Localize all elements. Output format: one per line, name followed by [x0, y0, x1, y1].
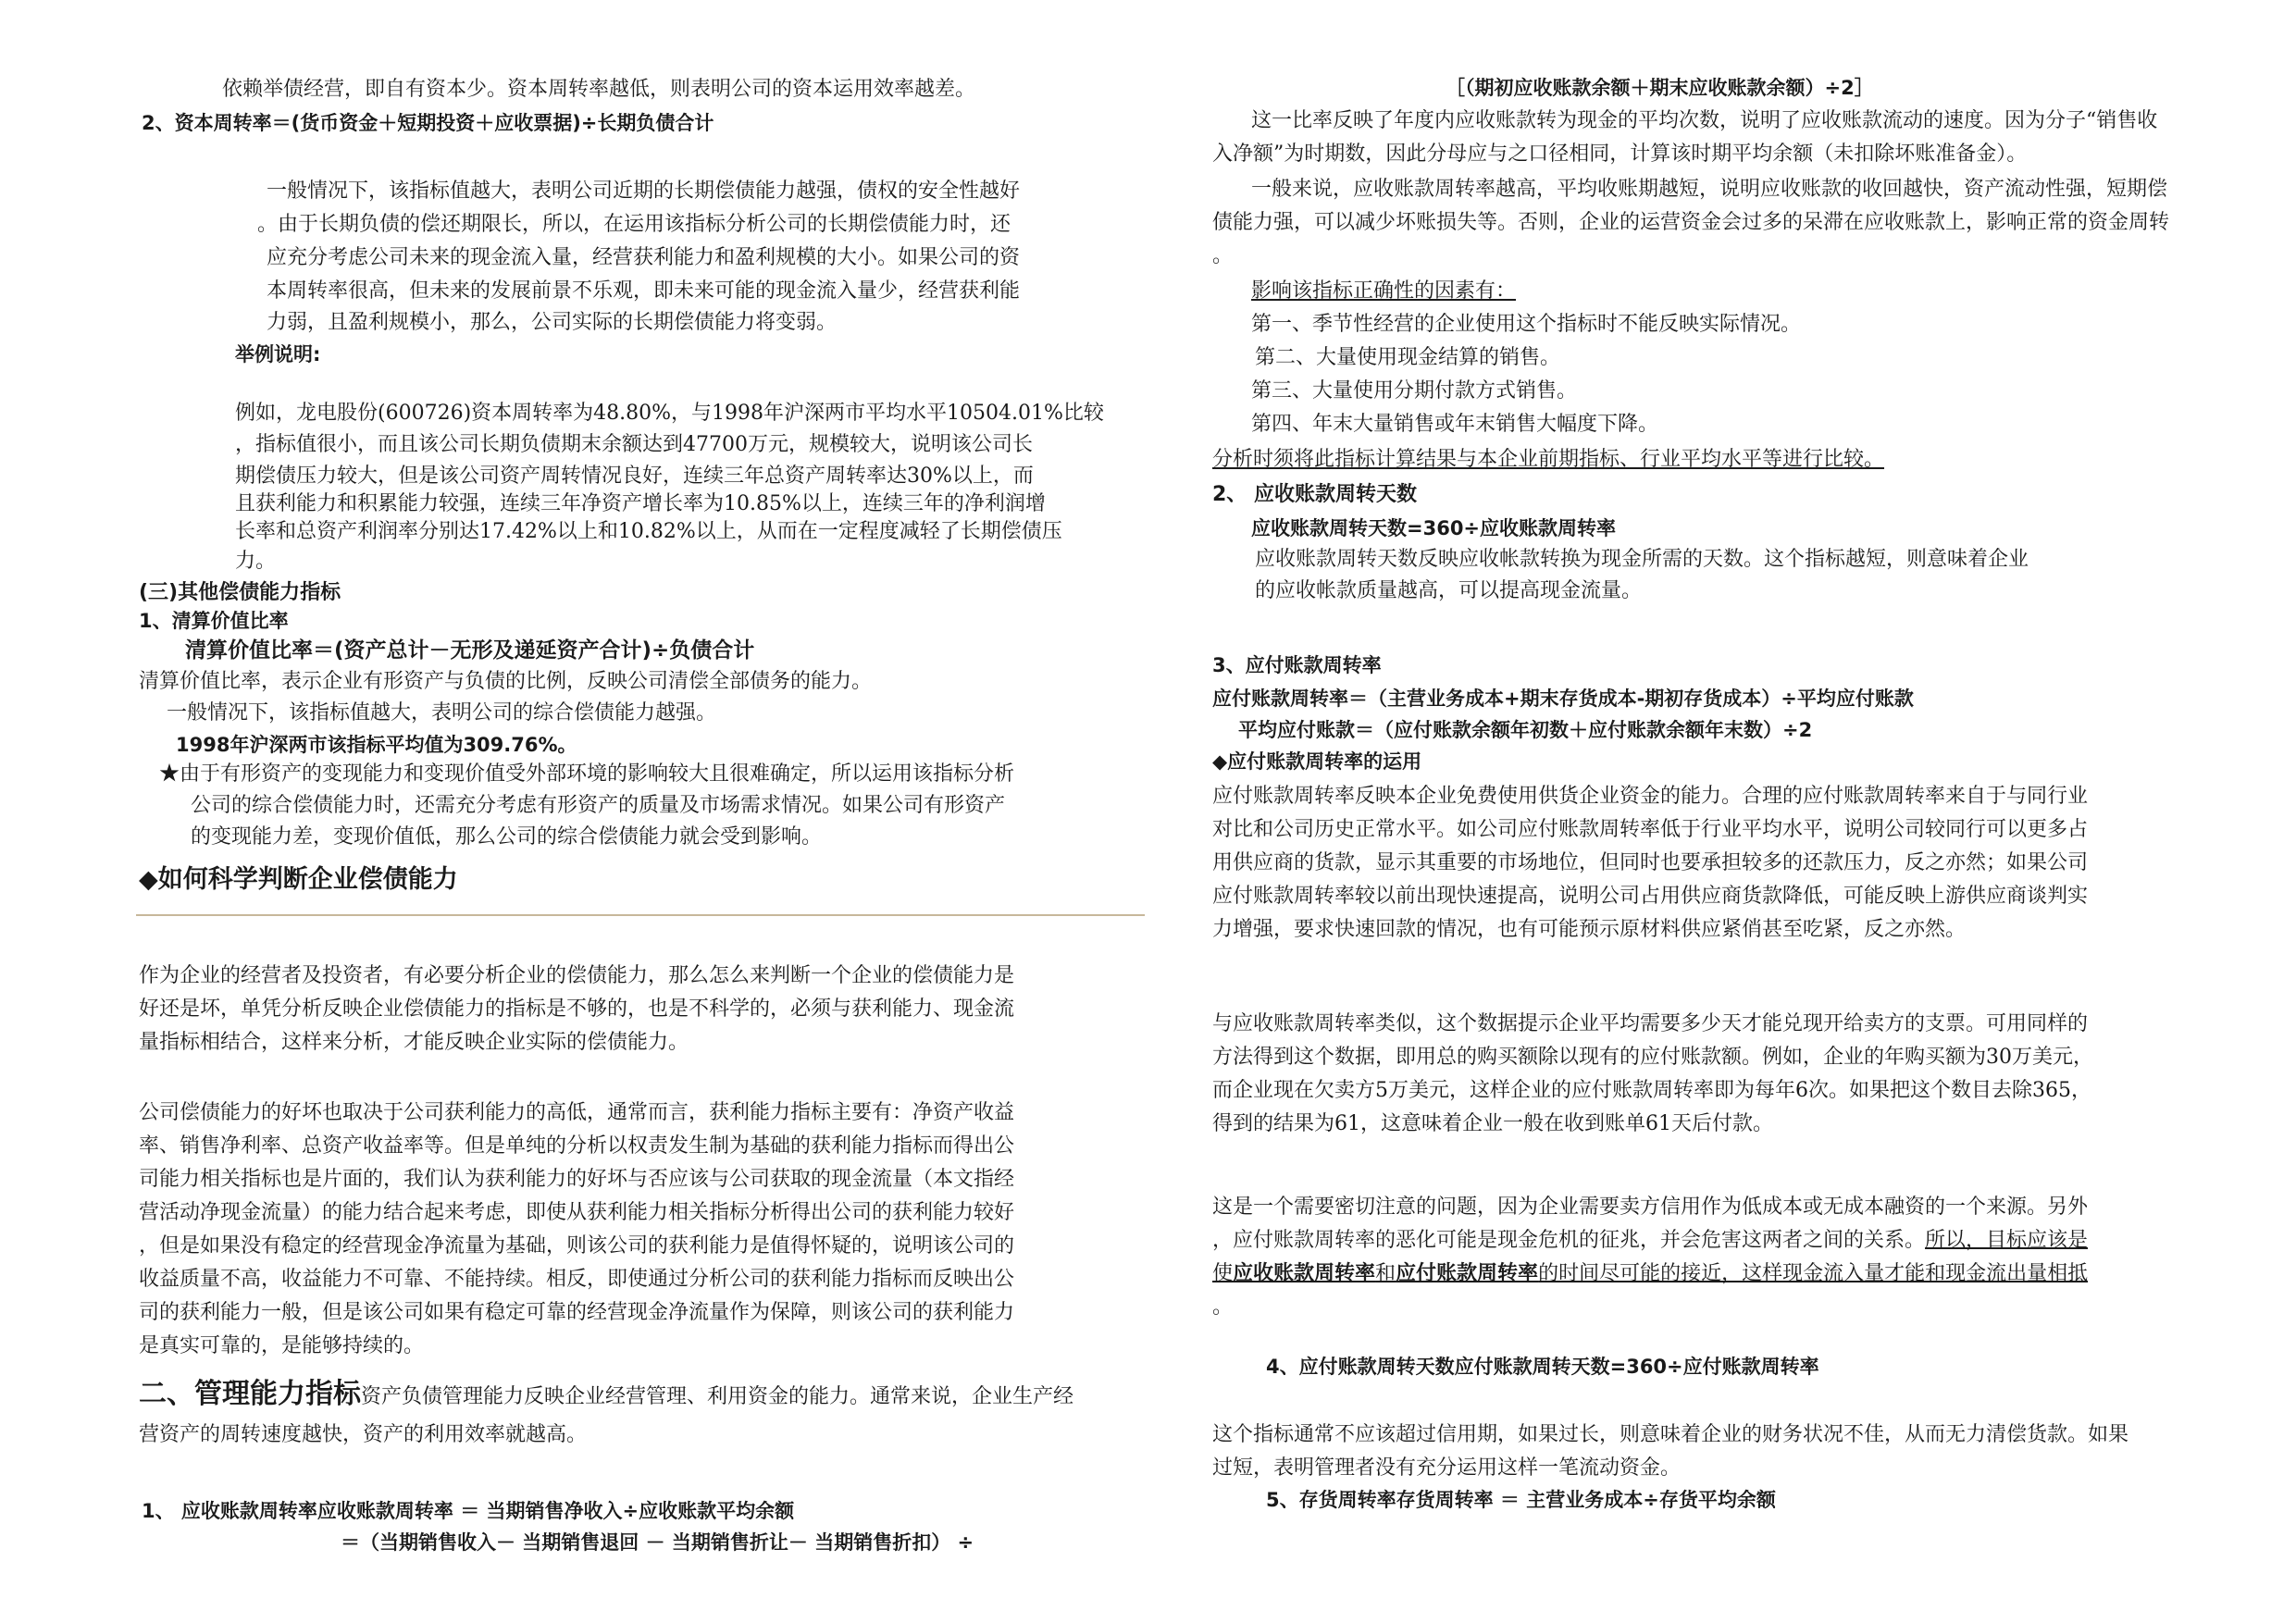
- text-line: 与应收账款周转率类似，这个数据提示企业平均需要多少天才能兑现开给卖方的支票。可用同样的: [1212, 1012, 2089, 1035]
- text-line: 司的获利能力一般，但是该公司如果有稳定可靠的经营现金净流量作为保障，则该公司的获利能力: [139, 1301, 1015, 1324]
- factors-heading: 影响该指标正确性的因素有：: [1251, 279, 1517, 303]
- text-line: 期偿债压力较大，但是该公司资产周转情况良好，连续三年总资产周转率达30%以上，而: [235, 465, 1034, 488]
- section-heading: (三)其他偿债能力指标: [139, 581, 341, 604]
- underlined-span: 所以，目标应该是: [1925, 1229, 2089, 1252]
- text-line: 一般来说，应收账款周转率越高，平均收账期越短，说明应收账款的收回越快，资产流动性强，短期偿: [1251, 178, 2168, 201]
- formula-receivable-days: 应收账款周转天数=360÷应收账款周转率: [1251, 517, 1617, 539]
- example-heading: 举例说明:: [235, 343, 321, 365]
- text-line: 清算价值比率，表示企业有形资产与负债的比例，反映公司清偿全部债务的能力。: [139, 670, 873, 693]
- formula-average-receivables: ［（期初应收账款余额＋期末应收账款余额）÷2］: [1446, 77, 1874, 99]
- text-line: 收益质量不高，收益能力不可靠、不能持续。相反，即使通过分析公司的获利能力指标而反映出公: [139, 1268, 1015, 1291]
- text-line: 一般情况下，该指标值越大，表明公司的综合偿债能力越强。: [167, 701, 717, 725]
- text-line: 得到的结果为61，这意味着企业一般在收到账单61天后付款。: [1212, 1112, 1773, 1135]
- text-line: 力增强，要求快速回款的情况，也有可能预示原材料供应紧俏甚至吃紧，反之亦然。: [1212, 918, 1967, 941]
- factor-item: 第二、大量使用现金结算的销售。: [1255, 346, 1561, 369]
- text-line: 依赖举债经营，即自有资本少。资本周转率越低，则表明公司的资本运用效率越差。: [222, 78, 976, 101]
- text-line: 。由于长期负债的偿还期限长，所以，在运用该指标分析公司的长期偿债能力时，还: [257, 213, 1011, 236]
- emphasis-receivables-turnover: 应收账款周转率: [1233, 1262, 1376, 1285]
- text-line: 力。: [235, 550, 277, 573]
- management-heading-line: [139, 1378, 1074, 1411]
- text-line: 入净额”为时期数，因此分母应与之口径相同，计算该时期平均余额（未扣除坏账准备金）。: [1212, 142, 2028, 166]
- formula-receivables-turnover-cont: ＝（当期销售收入－ 当期销售退回 － 当期销售折让－ 当期销售折扣） ÷: [341, 1531, 974, 1554]
- text-line: 长率和总资产利润率分别达17.42%以上和10.82%以上，从而在一定程度减轻了长期偿债压: [235, 520, 1062, 543]
- text-line: 这个指标通常不应该超过信用期，如果过长，则意味着企业的财务状况不佳，从而无力清偿货款。如果: [1212, 1423, 2129, 1446]
- emphasis-payables-turnover: 应付账款周转率: [1396, 1262, 1539, 1285]
- subsection-heading: 3、应付账款周转率: [1212, 654, 1382, 676]
- formula-payables-turnover: 应付账款周转率＝（主营业务成本+期末存货成本-期初存货成本）÷平均应付账款: [1212, 688, 1914, 710]
- text-line: ，指标值很小，而且该公司长期负债期末余额达到47700万元，规模较大，说明该公司长: [235, 433, 1033, 456]
- subsection-heading: 2、 应收账款周转天数: [1212, 483, 1417, 506]
- factor-item: 第一、季节性经营的企业使用这个指标时不能反映实际情况。: [1251, 313, 1802, 336]
- text-line: 应充分考虑公司未来的现金流入量，经营获利能力和盈利规模的大小。如果公司的资: [267, 246, 1021, 269]
- text-line: 这一比率反映了年度内应收账款转为现金的平均次数，说明了应收账款流动的速度。因为分子“销售收: [1251, 109, 2158, 132]
- text-line: 对比和公司历史正常水平。如公司应付账款周转率低于行业平均水平，说明公司较同行可以更多占: [1212, 818, 2089, 841]
- text-line: 力弱，且盈利规模小，那么，公司实际的长期偿债能力将变弱。: [267, 311, 838, 334]
- text-line: 一般情况下，该指标值越大，表明公司近期的长期偿债能力越强，债权的安全性越好: [267, 180, 1021, 203]
- text-span: 使: [1212, 1262, 1234, 1285]
- formula-liquidation-ratio: 清算价值比率＝(资产总计－无形及递延资产合计)÷负债合计: [185, 638, 755, 663]
- text-line: 方法得到这个数据，即用总的购买额除以现有的应付账款额。例如，企业的年购买额为30万美元，: [1212, 1046, 2093, 1069]
- section-divider: [136, 914, 1145, 916]
- text-line: 应付账款周转率较以前出现快速提高，说明公司占用供应商货款降低，可能反映上游供应商谈判实: [1212, 885, 2089, 908]
- comparison-note: 分析时须将此指标计算结果与本企业前期指标、行业平均水平等进行比较。: [1212, 448, 1885, 471]
- text-line: [1212, 1227, 2088, 1255]
- text-span: 的时间尽可能的接近，这样现金流入量才能和现金流出量相抵: [1538, 1262, 2089, 1285]
- text-line: 而企业现在欠卖方5万美元，这样企业的应付账款周转率即为每年6次。如果把这个数目去除365，: [1212, 1079, 2091, 1102]
- text-line: 营活动净现金流量）的能力结合起来考虑，即使从获利能力相关指标分析得出公司的获利能力较好: [139, 1201, 1015, 1224]
- management-heading: 二、管理能力指标: [139, 1378, 361, 1410]
- text-span: 和: [1375, 1262, 1396, 1285]
- subsection-heading: 1、清算价值比率: [139, 610, 289, 632]
- average-value-line: 1998年沪深两市该指标平均值为309.76%。: [176, 734, 577, 756]
- text-line: 本周转率很高，但未来的发展前景不乐观，即未来可能的现金流入量少，经营获利能: [267, 279, 1021, 303]
- formula-capital-turnover: 2、资本周转率＝(货币资金＋短期投资＋应收票据)÷长期负债合计: [142, 112, 714, 134]
- text-line: ★由于有形资产的变现能力和变现价值受外部环境的影响较大且很难确定，所以运用该指标分析: [159, 762, 1015, 786]
- text-line: ，但是如果没有稳定的经营现金净流量为基础，则该公司的获利能力是值得怀疑的，说明该公司的: [139, 1234, 1015, 1258]
- formula-average-payables: 平均应付账款＝（应付账款余额年初数＋应付账款余额年末数）÷2: [1238, 719, 1813, 741]
- text-line: 公司偿债能力的好坏也取决于公司获利能力的高低，通常而言，获利能力指标主要有：净资产收益: [139, 1101, 1015, 1124]
- text-line: 公司的综合偿债能力时，还需充分考虑有形资产的质量及市场需求情况。如果公司有形资产: [191, 794, 1006, 817]
- payables-usage-heading: ◆应付账款周转率的运用: [1212, 750, 1422, 773]
- text-line: 这是一个需要密切注意的问题，因为企业需要卖方信用作为低成本或无成本融资的一个来源。另外: [1212, 1196, 2089, 1219]
- text-span: ，应付账款周转率的恶化可能是现金危机的征兆，并会危害这两者之间的关系。: [1212, 1229, 1926, 1252]
- text-line: 过短，表明管理者没有充分运用这样一笔流动资金。: [1212, 1456, 1682, 1480]
- underlined-line: [1212, 1260, 2088, 1288]
- text-line: 。: [1212, 244, 1234, 267]
- text-line: 的变现能力差，变现价值低，那么公司的综合偿债能力就会受到影响。: [191, 825, 823, 849]
- text-line: 用供应商的货款，显示其重要的市场地位，但同时也要承担较多的还款压力，反之亦然；如果公司: [1212, 851, 2089, 874]
- text-line: 营资产的周转速度越快，资产的利用效率就越高。: [139, 1423, 588, 1446]
- formula-receivables-turnover: 1、 应收账款周转率应收账款周转率 ＝ 当期销售净收入÷应收账款平均余额: [142, 1500, 795, 1522]
- text-line: 应收账款周转天数反映应收帐款转换为现金所需的天数。这个指标越短，则意味着企业: [1255, 548, 2029, 571]
- text-span: 资产负债管理能力反映企业经营管理、利用资金的能力。通常来说，企业生产经: [361, 1385, 1074, 1408]
- section-title: ◆如何科学判断企业偿债能力: [139, 865, 458, 894]
- text-line: 率、销售净利率、总资产收益率等。但是单纯的分析以权责发生制为基础的获利能力指标而得出公: [139, 1134, 1015, 1158]
- factor-item: 第三、大量使用分期付款方式销售。: [1251, 379, 1578, 403]
- text-line: 是真实可靠的，是能够持续的。: [139, 1334, 425, 1357]
- factor-item: 第四、年末大量销售或年末销售大幅度下降。: [1251, 413, 1659, 436]
- formula-payable-days: 4、应付账款周转天数应付账款周转天数=360÷应付账款周转率: [1266, 1356, 1819, 1378]
- text-line: 。: [1212, 1295, 1234, 1319]
- text-line: 司能力相关指标也是片面的，我们认为获利能力的好坏与否应该与公司获取的现金流量（本文指经: [139, 1168, 1015, 1191]
- text-line: 作为企业的经营者及投资者，有必要分析企业的偿债能力，那么怎么来判断一个企业的偿债能力是: [139, 964, 1015, 987]
- text-line: 且获利能力和积累能力较强，连续三年净资产增长率为10.85%以上，连续三年的净利润增: [235, 492, 1046, 515]
- text-line: 好还是坏，单凭分析反映企业偿债能力的指标是不够的，也是不科学的，必须与获利能力、现金流: [139, 997, 1015, 1021]
- text-line: 例如，龙电股份(600726)资本周转率为48.80%，与1998年沪深两市平均水平10504.01%比较: [235, 402, 1104, 425]
- text-line: 应付账款周转率反映本企业免费使用供货企业资金的能力。合理的应付账款周转率来自于与同行业: [1212, 785, 2089, 808]
- text-line: 量指标相结合，这样来分析，才能反映企业实际的偿债能力。: [139, 1031, 689, 1054]
- text-line: 债能力强，可以减少坏账损失等。否则，企业的运营资金会过多的呆滞在应收账款上，影响正常的资金周转: [1212, 211, 2170, 234]
- formula-inventory-turnover: 5、存货周转率存货周转率 ＝ 主营业务成本÷存货平均余额: [1266, 1489, 1776, 1511]
- text-line: 的应收帐款质量越高，可以提高现金流量。: [1255, 579, 1643, 602]
